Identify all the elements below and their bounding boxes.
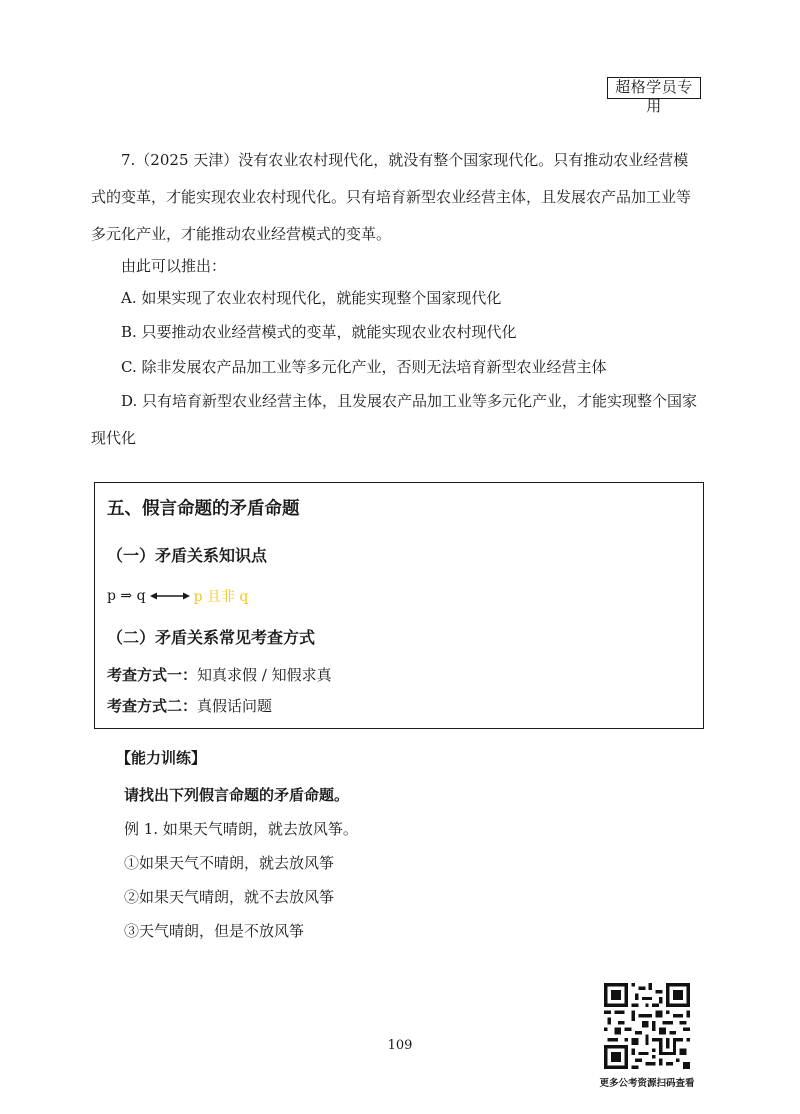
method-one-text: 知真求假 / 知假求真 [197, 666, 332, 684]
double-arrow-icon [150, 591, 190, 601]
question-prompt: 由此可以推出： [121, 257, 227, 275]
box-title: 五、假言命题的矛盾命题 [107, 499, 300, 519]
training-instruction: 请找出下列假言命题的矛盾命题。 [124, 786, 350, 804]
qr-caption: 更多公考资源扫码查看 [599, 1078, 695, 1089]
method-two-text: 真假话问题 [197, 697, 273, 715]
training-heading: 【能力训练】 [116, 749, 207, 767]
contradiction-formula [107, 586, 248, 606]
method-two [107, 695, 272, 716]
method-one [107, 664, 332, 685]
example-item-2: ②如果天气晴朗，就不去放风筝 [124, 888, 335, 906]
option-c: C. 除非发展农产品加工业等多元化产业，否则无法培育新型农业经营主体 [121, 358, 607, 376]
method-one-label: 考查方式一： [107, 666, 198, 684]
page-number: 109 [387, 1038, 413, 1053]
example-1: 例 1. 如果天气晴朗，就去放风筝。 [124, 820, 358, 838]
formula-right: p 且非 q [193, 589, 249, 605]
option-b: B. 只要推动农业经营模式的变革，就能实现农业农村现代化 [121, 323, 517, 341]
method-two-label: 考查方式二： [107, 697, 198, 715]
question-stem: 7.（2025 天津）没有农业农村现代化，就没有整个国家现代化。只有推动农业经营模式的变革，才能实现农业农村现代化。只有培育新型农业经营主体，且发展农产品加工业等多元化产业，才能推动农业经营模式的变革。 [91, 151, 692, 243]
qr-code-icon[interactable] [604, 983, 690, 1069]
example-item-1: ①如果天气不晴朗，就去放风筝 [124, 854, 335, 872]
knowledge-box [94, 482, 704, 729]
formula-left: p ⇒ q [107, 588, 146, 604]
option-a: A. 如果实现了农业农村现代化，就能实现整个国家现代化 [121, 289, 502, 307]
option-d: D. 只有培育新型农业经营主体，且发展农产品加工业等多元化产业，才能实现整个国家现代化 [91, 392, 698, 447]
example-item-3: ③天气晴朗，但是不放风筝 [124, 922, 305, 940]
section2-heading: （二）矛盾关系常见考查方式 [107, 628, 316, 647]
section1-heading: （一）矛盾关系知识点 [107, 546, 268, 565]
student-only-badge: 超格学员专用 [607, 77, 701, 99]
